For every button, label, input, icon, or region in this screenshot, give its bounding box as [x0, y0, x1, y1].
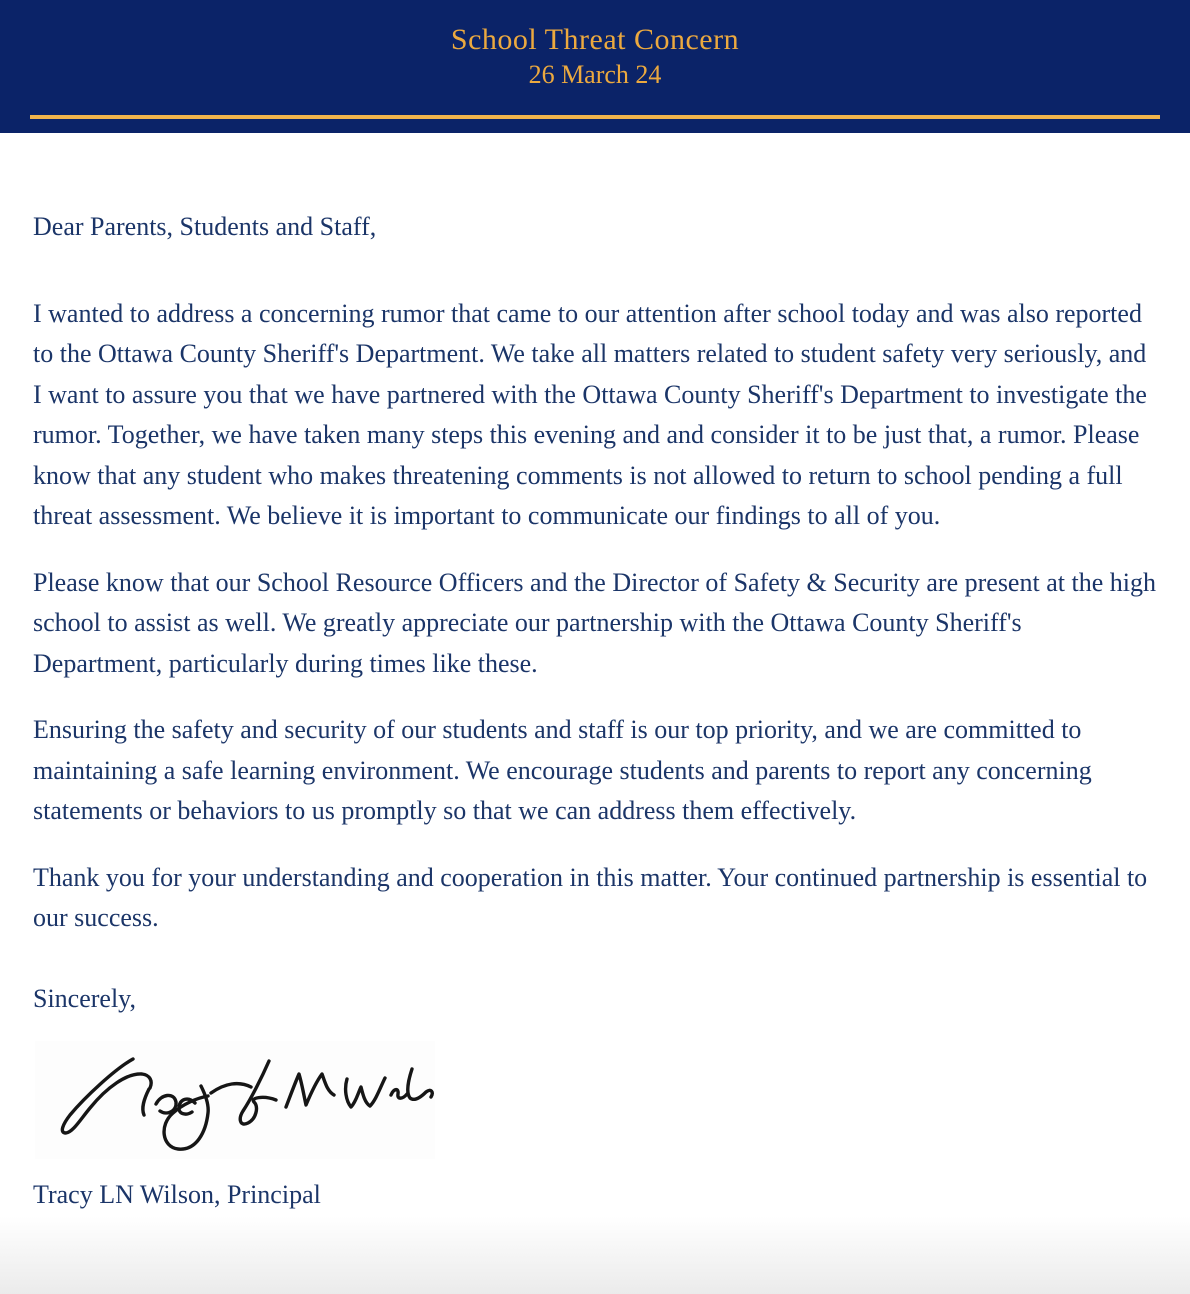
page-title: School Threat Concern	[450, 23, 740, 56]
closing-line: Sincerely,	[33, 983, 136, 1013]
paragraph-2: Please know that our School Resource Officers and the Director of Safety & Security are present at the high school to assist as well. We greatly appreciate our partnership with the Ottawa County Sheriff's Department, particularly during times like these.	[33, 567, 1156, 678]
gold-divider	[30, 115, 1160, 119]
paragraph-1: I wanted to address a concerning rumor that came to our attention after school today and was also reported to the Ottawa County Sheriff's Department. We take all matters related to student safety very seriously, and I want to assure you that we have partnered with the Ottawa County Sheriff's Department to investigate the rumor. Together, we have taken many steps this evening and and consider it to be just that, a rumor. Please know that any student who makes threatening comments is not allowed to return to school pending a full threat assessment. We believe it is important to communicate our findings to all of you.	[33, 298, 1147, 530]
signoff-line: Tracy LN Wilson, Principal	[33, 1180, 321, 1209]
signature-svg	[35, 1041, 435, 1159]
greeting-line: Dear Parents, Students and Staff,	[33, 212, 377, 241]
signature-image	[35, 1041, 435, 1159]
header-banner	[0, 0, 1190, 133]
paragraph-4: Thank you for your understanding and cooperation in this matter. Your continued partnership is essential to our success.	[33, 862, 1148, 932]
letter-body	[0, 133, 1190, 1216]
letter-date: 26 March 24	[528, 60, 662, 89]
paragraph-3: Ensuring the safety and security of our students and staff is our top priority, and we are committed to maintaining a safe learning environment. We encourage students and parents to report any concerning statements or behaviors to us promptly so that we can address them effectively.	[33, 715, 1092, 825]
